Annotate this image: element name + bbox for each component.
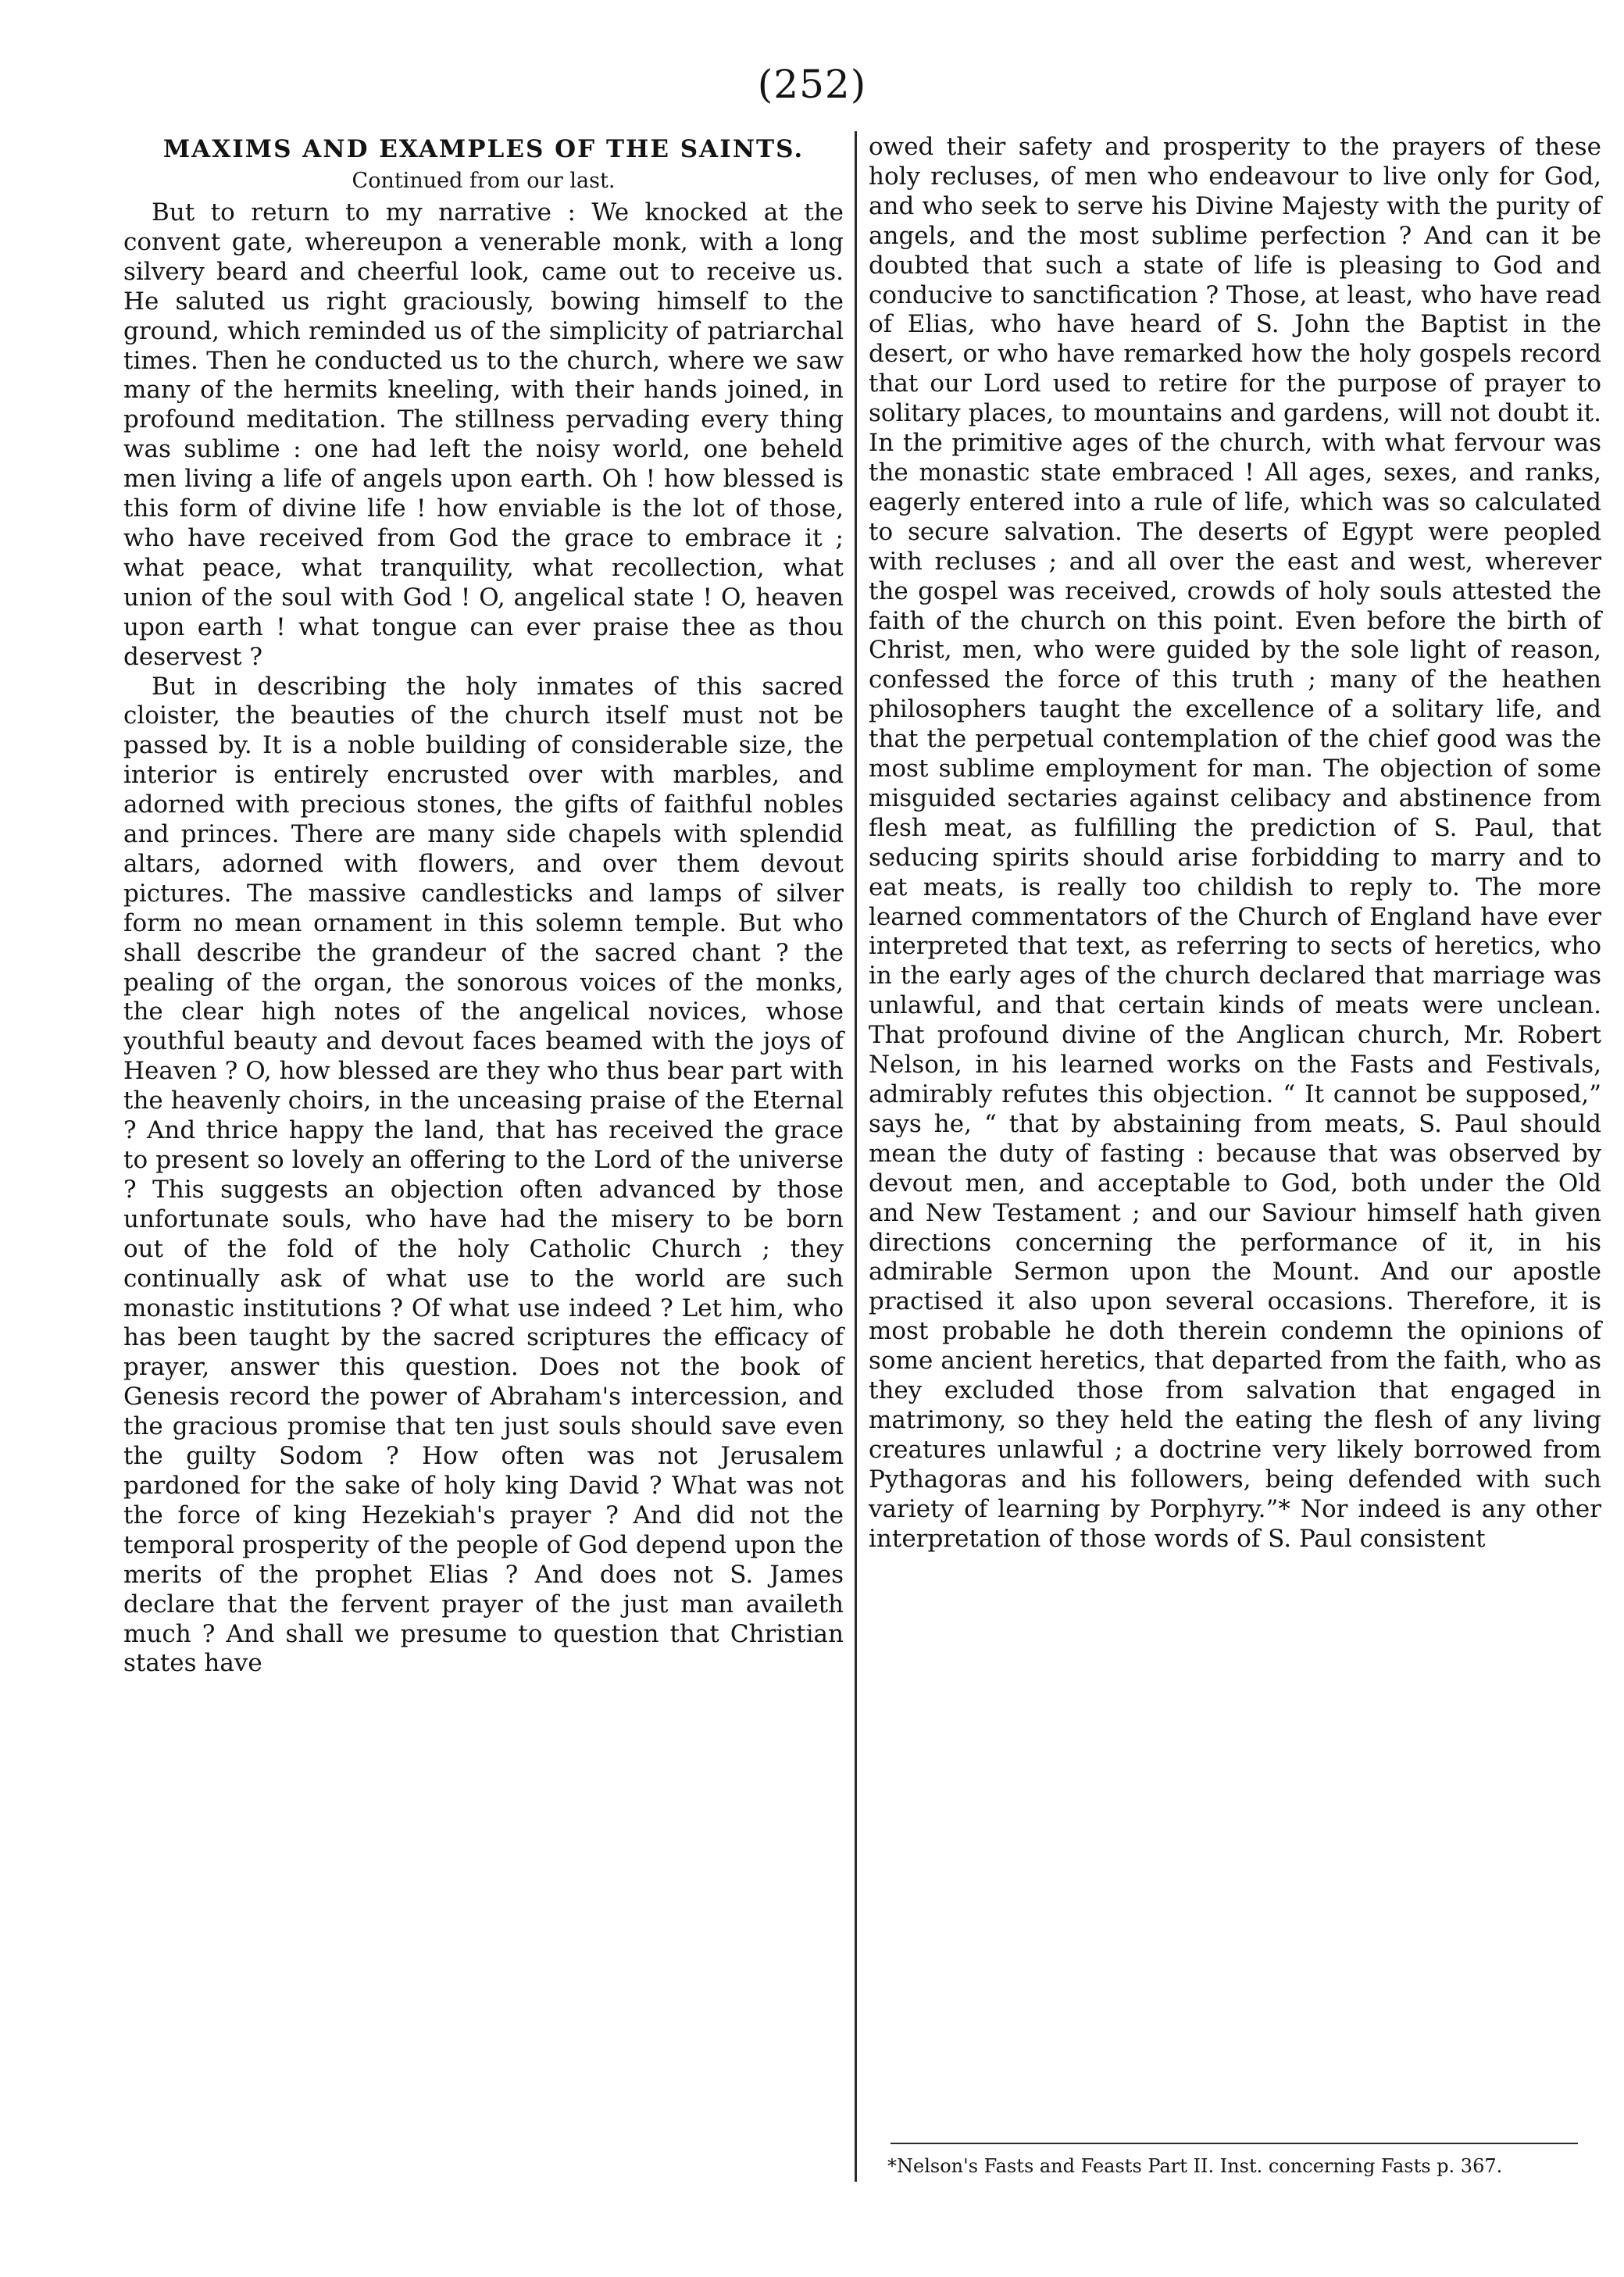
paragraph-2: But in describing the holy inmates of this sacred cloister, the beauties of the church itself must not be passed by. It is a noble building of considerable size, the interior is entirely encrusted over with marbles, and adorned with precious stones, the gifts of faithful nobles and princes. There are many side chapels with splendid altars, adorned with flowers, and over them devout pictures. The massive candlesticks and lamps of silver form no mean ornament in this solemn temple. But who shall describe the grandeur of the sacred chant ? the pealing of the organ, the sonorous voices of the monks, the clear high notes of the angelical novices, whose youthful beauty and devout faces beamed with the joys of Heaven ? O, how blessed are they who thus bear part with the heavenly choirs, in the unceasing praise of the Eternal ? And thrice happy the land, that has received the grace to present so lovely an offering to the Lord of the universe ? This suggests an objection often advanced by those unfortunate souls, who have had the misery to be born out of the fold of the holy Catholic Church ; they continually ask of what use to the world are such monastic institutions ? Of what use indeed ? Let him, who has been taught by the sacred scriptures the efficacy of prayer, answer this question. Does not the book of Genesis record the power of Abraham's intercession, and the gracious promise that ten just souls should save even the guilty Sodom ? How often was not Jerusalem pardoned for the sake of holy king David ? What was not the force of king Hezekiah's prayer ? And did not the temporal prosperity of the people of God depend upon the merits of the prophet Elias ? And does not S. James declare that the fervent prayer of the just man availeth much ? And shall we presume to question that Christian states have [123,672,844,1678]
footnote: *Nelson's Fasts and Feasts Part II. Inst. concerning Fasts p. 367. [887,2155,1503,2177]
article-subtitle: Continued from our last. [352,169,616,193]
footnote-divider [891,2143,1578,2144]
page-number: (252) [757,62,867,107]
paragraph-3: owed their safety and prosperity to the prayers of these holy recluses, of men who endeavour to live only for God, and who seek to serve his Divine Majesty with the purity of angels, and the most sublime perfection ? And can it be doubted that such a state of life is pleasing to God and conducive to sanctification ? Those, at least, who have read of Elias, who have heard of S. John the Baptist in the desert, or who have remarked how the holy gospels record that our Lord used to retire for the purpose of prayer to solitary places, to mountains and gardens, will not doubt it. In the primitive ages of the church, with what fervour was the monastic state embraced ! All ages, sexes, and ranks, eagerly entered into a rule of life, which was so calculated to secure salvation. The deserts of Egypt were peopled with recluses ; and all over the east and west, wherever the gospel was received, crowds of holy souls attested the faith of the church on this point. Even before the birth of Christ, men, who were guided by the sole light of reason, confessed the force of this truth ; many of the heathen philosophers taught the excellence of a solitary life, and that the perpetual contemplation of the chief good was the most sublime employment for man. The objection of some misguided sectaries against celibacy and abstinence from flesh meat, as fulfilling the prediction of S. Paul, that seducing spirits should arise forbidding to marry and to eat meats, is really too childish to reply to. The more learned commentators of the Church of England have ever interpreted that text, as referring to sects of heretics, who in the early ages of the church declared that marriage was unlawful, and that certain kinds of meats were unclean. That profound divine of the Anglican church, Mr. Robert Nelson, in his learned works on the Fasts and Festivals, admirably refutes this objection. “ It cannot be supposed,” says he, “ that by abstaining from meats, S. Paul should mean the duty of fasting : because that was observed by devout men, and acceptable to God, both under the Old and New Testament ; and our Saviour himself hath given directions concerning the performance of it, in his admirable Sermon upon the Mount. And our apostle practised it also upon several occasions. Therefore, it is most probable he doth therein condemn the opinions of some ancient heretics, that departed from the faith, who as they excluded those from salvation that engaged in matrimony, so they held the eating the flesh of any living creatures unlawful ; a doctrine very likely borrowed from Pythagoras and his followers, being defended with such variety of learning by Porphyry.”* Nor indeed is any other interpretation of those words of S. Paul consistent [869,133,1601,1553]
column-divider [855,131,857,2182]
paragraph-1: But to return to my narrative : We knocked at the convent gate, whereupon a venerable monk, with a long silvery beard and cheerful look, came out to receive us. He saluted us right graciously, bowing himself to the ground, which reminded us of the simplicity of patriarchal times. Then he conducted us to the church, where we saw many of the hermits kneeling, with their hands joined, in profound meditation. The stillness pervading every thing was sublime : one had left the noisy world, one beheld men living a life of angels upon earth. Oh ! how blessed is this form of divine life ! how enviable is the lot of those, who have received from God the grace to embrace it ; what peace, what tranquility, what recollection, what union of the soul with God ! O, angelical state ! O, heaven upon earth ! what tongue can ever praise thee as thou deservest ? [123,198,844,671]
article-title: MAXIMS AND EXAMPLES OF THE SAINTS. [162,135,805,163]
left-column [123,133,844,1679]
right-column [869,133,1601,1554]
